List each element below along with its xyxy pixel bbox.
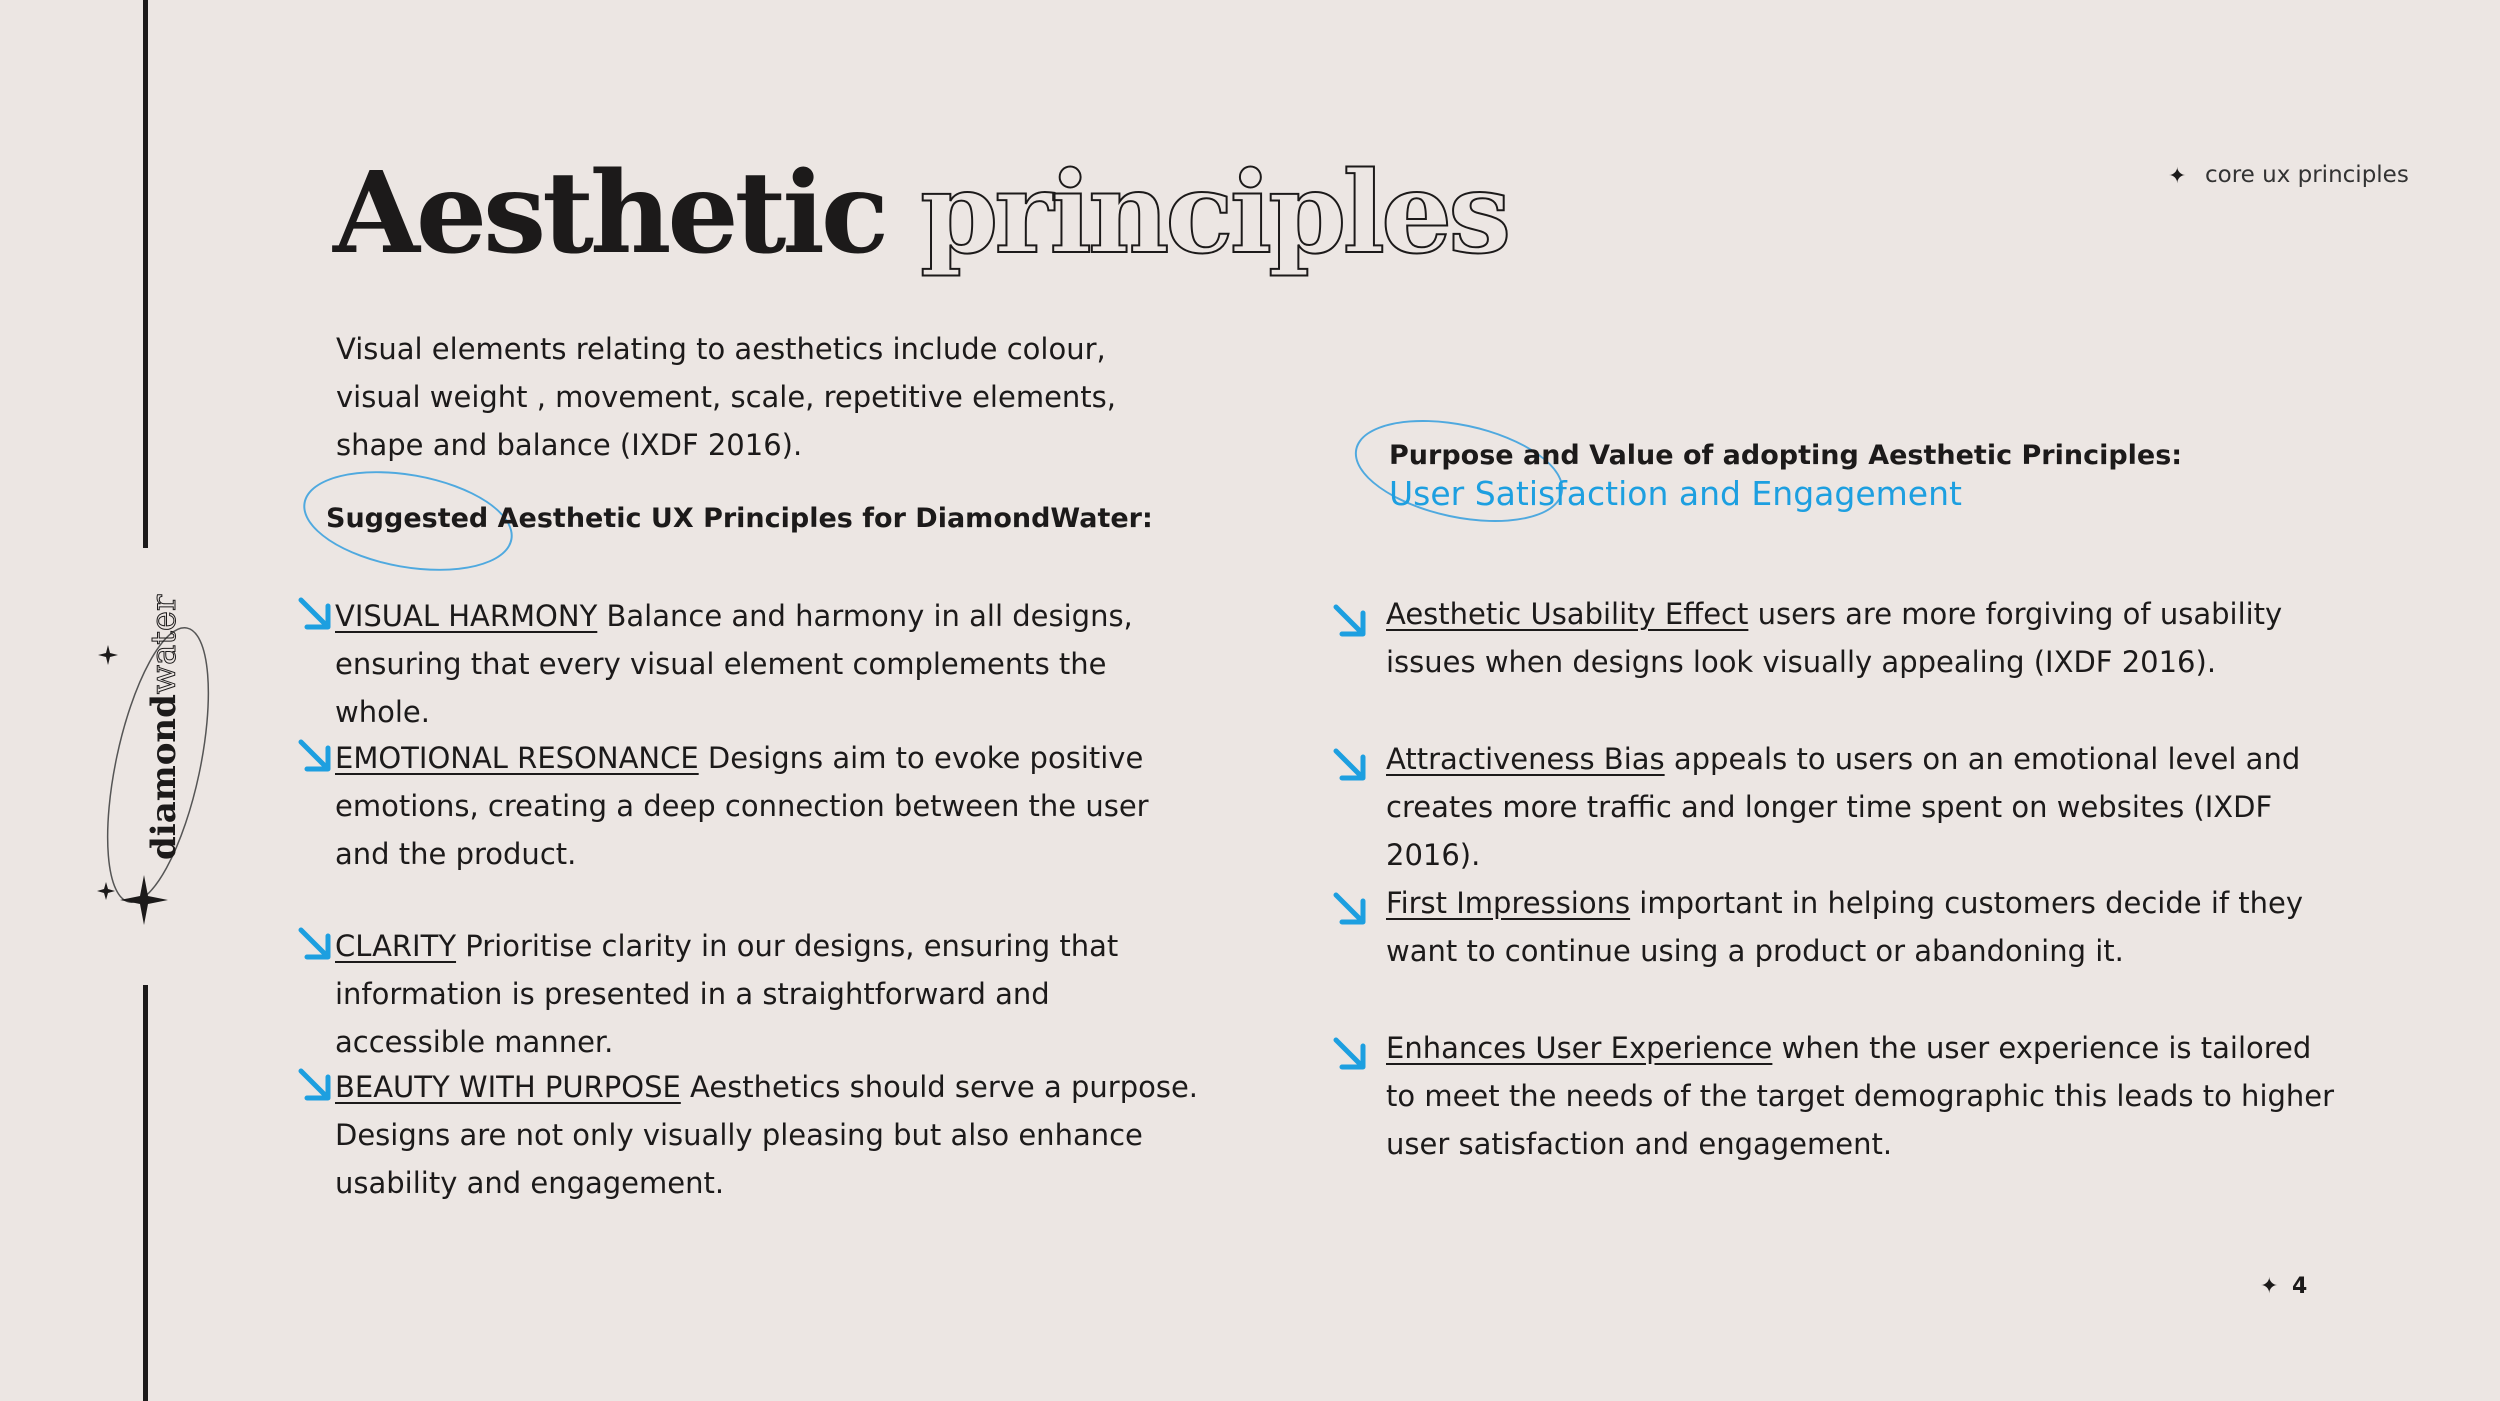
- arrow-down-right-icon: [1330, 1034, 1370, 1074]
- list-item: [1386, 590, 2336, 686]
- list-item: [335, 922, 1205, 1066]
- list-item-text: Balance and harmony in all designs, ensuring that every visual element complements the whole.: [335, 599, 1133, 729]
- brand-wordmark-bold: diamond: [144, 694, 184, 860]
- page-title-outline: principles: [920, 148, 1508, 279]
- right-subheading: User Satisfaction and Engagement: [1389, 474, 1962, 513]
- list-item-term: First Impressions: [1386, 886, 1631, 920]
- sparkle-icon: [97, 882, 115, 900]
- list-item-term: BEAUTY WITH PURPOSE: [335, 1070, 681, 1104]
- brand-wordmark-outline: water: [144, 594, 184, 695]
- left-rule-bottom: [143, 985, 148, 1401]
- arrow-down-right-icon: [295, 594, 335, 634]
- sparkle-icon: [120, 875, 168, 925]
- list-item-term: Enhances User Experience: [1386, 1031, 1773, 1065]
- arrow-down-right-icon: [295, 1065, 335, 1105]
- left-heading: Suggested Aesthetic UX Principles for DiamondWater:: [326, 503, 1153, 534]
- arrow-down-right-icon: [295, 736, 335, 776]
- list-item: [1386, 879, 2336, 975]
- page-title: [333, 148, 1508, 279]
- arrow-down-right-icon: [295, 924, 335, 964]
- highlight-ellipse-right: [1346, 403, 1573, 539]
- list-item-text: Prioritise clarity in our designs, ensuring that information is presented in a straightforward and accessible manner.: [335, 929, 1119, 1059]
- list-item-text: appeals to users on an emotional level and creates more traffic and longer time spent on websites (IXDF 2016).: [1386, 742, 2301, 872]
- list-item-text: users are more forgiving of usability issues when designs look visually appealing (IXDF 2016).: [1386, 597, 2283, 679]
- sparkle-icon: ✦: [2260, 1274, 2279, 1299]
- arrow-down-right-icon: [1330, 889, 1370, 929]
- list-item-text: important in helping customers decide if they want to continue using a product or abandoning it.: [1386, 886, 2304, 968]
- list-item-text: Designs aim to evoke positive emotions, creating a deep connection between the user and the product.: [335, 741, 1149, 871]
- section-label: core ux principles: [2205, 162, 2409, 188]
- list-item-text: Aesthetics should serve a purpose. Designs are not only visually pleasing but also enhance usability and engagement.: [335, 1070, 1199, 1200]
- sparkle-icon: ✦: [2168, 164, 2187, 189]
- list-item: [335, 592, 1205, 736]
- list-item-term: VISUAL HARMONY: [335, 599, 598, 633]
- list-item-term: EMOTIONAL RESONANCE: [335, 741, 699, 775]
- right-heading: Purpose and Value of adopting Aesthetic Principles:: [1389, 440, 2183, 471]
- list-item: [335, 734, 1205, 878]
- list-item-term: Attractiveness Bias: [1386, 742, 1665, 776]
- brand-wordmark: [144, 595, 184, 860]
- brand-logo: [40, 590, 280, 970]
- list-item: [1386, 735, 2336, 879]
- list-item-text: when the user experience is tailored to meet the needs of the target demographic this leads to higher user satisfaction and engagement.: [1386, 1031, 2335, 1161]
- arrow-down-right-icon: [1330, 601, 1370, 641]
- page-number: 4: [2292, 1274, 2308, 1299]
- intro-paragraph: Visual elements relating to aesthetics include colour, visual weight , movement, scale, repetitive elements, shape and balance (IXDF 2016).: [336, 332, 1116, 462]
- list-item-term: CLARITY: [335, 929, 457, 963]
- list-item: [335, 1063, 1205, 1207]
- list-item-term: Aesthetic Usability Effect: [1386, 597, 1749, 631]
- list-item: [1386, 1024, 2336, 1168]
- page-title-bold: Aesthetic: [333, 148, 886, 279]
- sparkle-icon: [98, 645, 118, 665]
- arrow-down-right-icon: [1330, 745, 1370, 785]
- left-rule-top: [143, 0, 148, 548]
